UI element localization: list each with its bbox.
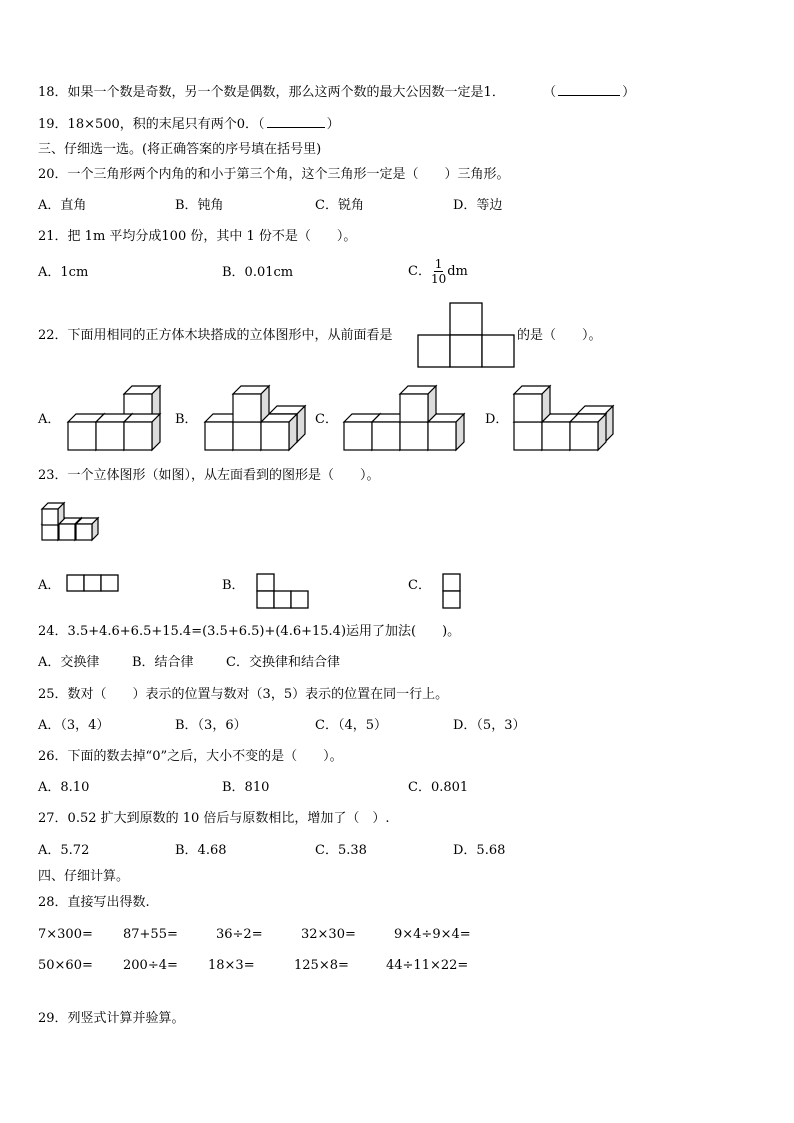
- question-25-text: 25．数对（ ）表示的位置与数对（3，5）表示的位置在同一行上。: [38, 687, 449, 702]
- cube-front-face: [514, 394, 542, 422]
- question-19: [38, 115, 340, 133]
- cube-front-face: [514, 422, 542, 450]
- calc-item: 87+55=: [123, 927, 178, 942]
- q22-figure-b: [203, 380, 313, 456]
- calc-item: 200÷4=: [123, 958, 178, 973]
- q23-option-b-figure: [257, 573, 311, 610]
- q24-option-c[interactable]: C．交换律和结合律: [226, 655, 340, 670]
- calc-item: 18×3=: [208, 958, 255, 973]
- q23-solid-figure: [40, 505, 100, 543]
- q23-option-b[interactable]: B．: [222, 578, 245, 593]
- q25-option-b[interactable]: B．（3，6）: [175, 718, 247, 733]
- fraction-denominator: 10: [430, 272, 447, 286]
- front-view-figure: [418, 302, 514, 368]
- q26-option-a[interactable]: A．8.10: [38, 780, 90, 795]
- answer-blank-close: ）: [622, 85, 636, 100]
- q24-option-b[interactable]: B．结合律: [132, 655, 194, 670]
- q25-option-a[interactable]: A．（3，4）: [38, 718, 110, 733]
- calc-item: 44÷11×22=: [386, 958, 469, 973]
- cube-front-face: [59, 524, 75, 540]
- cube-front-face: [233, 422, 261, 450]
- q22-figure-d: [513, 380, 623, 456]
- answer-blank-open: （: [543, 85, 557, 100]
- q27-option-d[interactable]: D．5.68: [453, 843, 506, 858]
- calc-item: 7×300=: [38, 927, 93, 942]
- q23-option-a-figure: [67, 574, 119, 592]
- question-22-text-after: 的是（ ）。: [517, 328, 602, 343]
- cube-front-face: [542, 422, 570, 450]
- q22-figure-a: [66, 380, 176, 456]
- cube-front-face: [570, 422, 598, 450]
- q25-option-c[interactable]: C．（4，5）: [315, 718, 387, 733]
- calc-item: 32×30=: [301, 927, 356, 942]
- cube-front-face: [372, 422, 400, 450]
- question-29-text: 29．列竖式计算并验算。: [38, 1011, 185, 1026]
- question-24-text: 24．3.5+4.6+6.5+15.4=(3.5+6.5)+(4.6+15.4)运用了加法( )。: [38, 624, 461, 639]
- cube-front-face: [42, 524, 58, 540]
- q27-option-b[interactable]: B．4.68: [175, 843, 227, 858]
- q26-option-c[interactable]: C．0.801: [408, 780, 469, 795]
- section-4-heading: 四、仔细计算。: [38, 869, 130, 884]
- question-27-text: 27．0.52 扩大到原数的 10 倍后与原数相比，增加了（ ）.: [38, 811, 390, 826]
- cube-front-face: [261, 422, 289, 450]
- calc-item: 9×4÷9×4=: [394, 927, 471, 942]
- section-3-heading: 三、仔细选一选。(将正确答案的序号填在括号里): [38, 142, 322, 157]
- fraction-numerator: 1: [434, 257, 443, 271]
- q22-option-d[interactable]: D．: [485, 412, 509, 427]
- q23-option-a[interactable]: A．: [38, 578, 61, 593]
- q22-option-b[interactable]: B．: [175, 412, 198, 427]
- q20-option-c[interactable]: C．锐角: [315, 198, 364, 213]
- q21-option-c[interactable]: [408, 257, 468, 287]
- cube-front-face: [400, 422, 428, 450]
- fraction: [431, 257, 446, 286]
- cube-front-face: [233, 394, 261, 422]
- q26-option-b[interactable]: B．810: [222, 780, 270, 795]
- cube-front-face: [124, 422, 152, 450]
- answer-blank[interactable]: [267, 115, 325, 128]
- cube-front-face: [68, 422, 96, 450]
- question-21-text: 21．把 1m 平均分成100 份，其中 1 份不是（ ）。: [38, 229, 357, 244]
- answer-blank[interactable]: [558, 83, 620, 96]
- q21-option-b[interactable]: B．0.01cm: [222, 265, 294, 280]
- q25-option-d[interactable]: D．（5，3）: [453, 718, 526, 733]
- q22-option-a[interactable]: A．: [38, 412, 61, 427]
- q27-option-a[interactable]: A．5.72: [38, 843, 90, 858]
- q20-option-b[interactable]: B．钝角: [175, 198, 224, 213]
- q24-option-a[interactable]: A．交换律: [38, 655, 100, 670]
- answer-blank-close: ）: [326, 117, 340, 132]
- cube-front-face: [76, 524, 92, 540]
- cube-front-face: [205, 422, 233, 450]
- cube-front-face: [400, 394, 428, 422]
- question-18-text: 18．如果一个数是奇数，另一个数是偶数，那么这两个数的最大公因数一定是1．: [38, 85, 505, 100]
- q20-option-a[interactable]: A．直角: [38, 198, 87, 213]
- question-28-text: 28．直接写出得数.: [38, 895, 150, 910]
- q23-option-c[interactable]: C．: [408, 578, 431, 593]
- q21-option-a[interactable]: A．1cm: [38, 265, 89, 280]
- question-19-text: 19．18×500，积的末尾只有两个0．（: [38, 117, 265, 132]
- q22-figure-c: [343, 380, 473, 456]
- calc-item: 36÷2=: [216, 927, 263, 942]
- q27-option-c[interactable]: C．5.38: [315, 843, 367, 858]
- q20-option-d[interactable]: D．等边: [453, 198, 503, 213]
- question-20-text: 20．一个三角形两个内角的和小于第三个角，这个三角形一定是（ ）三角形。: [38, 167, 510, 182]
- question-23-text: 23．一个立体图形（如图），从左面看到的图形是（ ）。: [38, 468, 380, 483]
- cube-front-face: [42, 509, 58, 525]
- q21-option-c-label: C．: [408, 264, 431, 279]
- question-18: [38, 83, 635, 101]
- q23-option-c-figure: [442, 573, 461, 610]
- calc-item: 50×60=: [38, 958, 93, 973]
- cube-front-face: [344, 422, 372, 450]
- fraction-unit: dm: [447, 264, 468, 279]
- question-26-text: 26．下面的数去掉“0”之后，大小不变的是（ ）。: [38, 749, 343, 764]
- cube-front-face: [428, 422, 456, 450]
- calc-item: 125×8=: [294, 958, 349, 973]
- question-22-text-before: 22．下面用相同的正方体木块搭成的立体图形中，从前面看是: [38, 328, 393, 343]
- q22-option-c[interactable]: C．: [315, 412, 338, 427]
- cube-front-face: [96, 422, 124, 450]
